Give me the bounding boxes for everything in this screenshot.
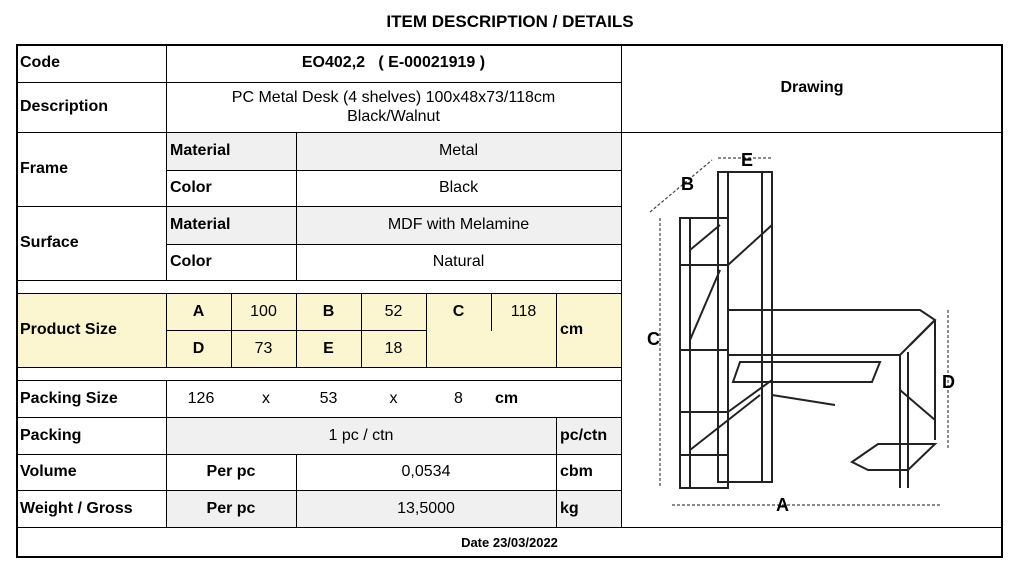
drawing-label: Drawing [780, 79, 844, 96]
size-a-value: 100 [250, 302, 277, 320]
product-size-label: Product Size [20, 321, 117, 338]
weight-value: 13,5000 [397, 499, 455, 517]
desk-drawing [621, 133, 1001, 523]
desk-top [728, 310, 935, 355]
packing-width: 53 [319, 389, 338, 407]
size-a-label: A [192, 302, 205, 320]
packing-size-unit: cm [495, 389, 519, 407]
code-value: EO402,2 ( E-00021919 ) [301, 54, 486, 71]
volume-per: Per pc [206, 463, 256, 480]
surface-material-value: MDF with Melamine [387, 216, 530, 233]
volume-label: Volume [20, 463, 77, 480]
packing-x-2: x [389, 389, 398, 407]
weight-per: Per pc [206, 499, 256, 517]
frame-material-label: Material [170, 142, 231, 159]
dim-e-label: E [741, 150, 754, 170]
date-footer: Date 23/03/2022 [461, 535, 558, 550]
frame-material-value: Metal [438, 142, 479, 159]
dim-d-label: D [942, 372, 955, 392]
frame-label: Frame [20, 160, 69, 177]
size-d-label: D [192, 339, 205, 357]
packing-x-1: x [262, 389, 270, 407]
description-line-2: Black/Walnut [347, 108, 440, 125]
size-e-label: E [323, 339, 334, 357]
packing-value: 1 pc / ctn [328, 426, 394, 444]
description-line-1: PC Metal Desk (4 shelves) 100x48x73/118cm [231, 89, 556, 106]
description-value [166, 82, 621, 132]
packing-label: Packing [20, 426, 82, 444]
dim-c-label: C [647, 329, 660, 349]
packing-length: 126 [187, 389, 215, 407]
size-d-value: 73 [254, 339, 273, 357]
packing-size-label: Packing Size [20, 389, 118, 407]
surface-label: Surface [20, 234, 79, 251]
description-label: Description [20, 98, 109, 115]
size-e-value: 18 [384, 339, 403, 357]
code-label: Code [20, 54, 60, 71]
packing-height: 8 [454, 389, 463, 407]
product-size-unit: cm [560, 321, 584, 338]
desk-foot [852, 444, 935, 470]
keyboard-tray [733, 362, 880, 382]
volume-unit: cbm [560, 463, 593, 480]
weight-label: Weight / Gross [20, 499, 133, 517]
frame-color-label: Color [170, 179, 212, 196]
surface-color-label: Color [170, 253, 212, 270]
weight-unit: kg [560, 499, 579, 517]
dim-b-label: B [681, 174, 694, 194]
size-b-label: B [322, 302, 335, 320]
packing-unit: pc/ctn [560, 426, 608, 444]
page-title: ITEM DESCRIPTION / DETAILS [386, 12, 634, 31]
volume-value: 0,0534 [401, 463, 451, 480]
shelf-unit-front [680, 218, 728, 488]
surface-color-value: Natural [432, 253, 485, 270]
surface-material-label: Material [170, 216, 231, 233]
frame-color-value: Black [438, 179, 479, 196]
size-c-value: 118 [510, 302, 537, 320]
size-b-value: 52 [384, 302, 403, 320]
dim-a-label: A [776, 495, 789, 515]
size-c-label: C [452, 302, 465, 320]
